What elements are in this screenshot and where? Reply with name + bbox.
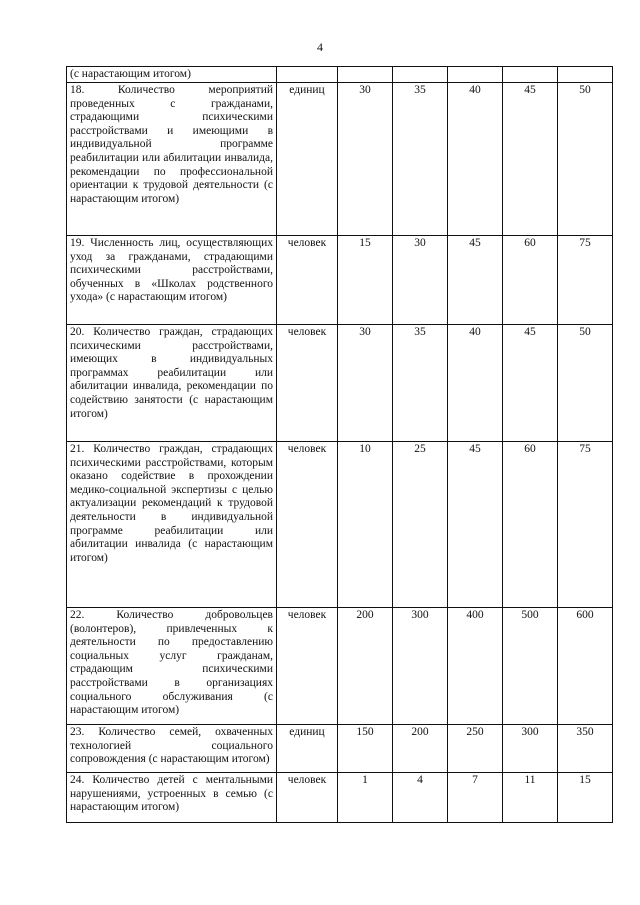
indicator-value: 45 <box>503 83 558 236</box>
table-row <box>67 608 613 725</box>
indicator-value: 45 <box>448 236 503 325</box>
indicator-value: 30 <box>393 236 448 325</box>
table-row <box>67 442 613 608</box>
indicator-unit: человек <box>277 236 338 325</box>
indicator-name: 21. Количество граждан, страдающих психическими расстройствами, которым оказано содействие в прохождении медико-социальной экспертизы с целью актуализации рекомендаций к трудовой деятельности в индивидуальной программе реабилитации или абилитации инвалида (с нарастающим итогом) <box>67 442 277 608</box>
indicator-value <box>338 67 393 83</box>
indicator-value: 350 <box>558 725 613 773</box>
indicator-name: 22. Количество добровольцев (волонтеров), привлеченных к деятельности по предоставлению социальных услуг гражданам, страдающим психическими расстройствами в организациях социального обслуживания (с нарастающим итогом) <box>67 608 277 725</box>
indicator-value: 200 <box>338 608 393 725</box>
indicator-value: 75 <box>558 442 613 608</box>
indicator-unit: человек <box>277 773 338 823</box>
indicator-value <box>503 67 558 83</box>
indicator-value: 50 <box>558 325 613 442</box>
indicator-value: 50 <box>558 83 613 236</box>
indicator-value: 400 <box>448 608 503 725</box>
indicator-value: 600 <box>558 608 613 725</box>
indicator-unit: единиц <box>277 83 338 236</box>
indicator-value: 25 <box>393 442 448 608</box>
indicator-value: 15 <box>558 773 613 823</box>
indicator-value <box>558 67 613 83</box>
indicator-value: 11 <box>503 773 558 823</box>
indicator-name: 18. Количество мероприятий проведенных с гражданами, страдающими психическими расстройствами и имеющими в индивидуальной программе реабилитации или абилитации инвалида, рекомендации по профессиональной ориентации к трудовой деятельности (с нарастающим итогом) <box>67 83 277 236</box>
indicator-unit <box>277 67 338 83</box>
indicator-value: 60 <box>503 442 558 608</box>
indicator-value: 200 <box>393 725 448 773</box>
indicator-name: (с нарастающим итогом) <box>67 67 277 83</box>
indicator-name: 24. Количество детей с ментальными нарушениями, устроенных в семью (с нарастающим итогом) <box>67 773 277 823</box>
indicator-value: 10 <box>338 442 393 608</box>
indicator-value: 500 <box>503 608 558 725</box>
indicator-unit: единиц <box>277 725 338 773</box>
indicator-name: 20. Количество граждан, страдающих психическими расстройствами, имеющих в индивидуальных программах реабилитации или абилитации инвалида, рекомендации по содействию занятости (с нарастающим итогом) <box>67 325 277 442</box>
table-row <box>67 67 613 83</box>
indicator-value: 300 <box>503 725 558 773</box>
indicator-value: 45 <box>448 442 503 608</box>
indicator-value: 40 <box>448 83 503 236</box>
indicator-value: 300 <box>393 608 448 725</box>
table-row <box>67 725 613 773</box>
indicator-value: 150 <box>338 725 393 773</box>
indicator-name: 23. Количество семей, охваченных технологией социального сопровождения (с нарастающим итогом) <box>67 725 277 773</box>
indicator-value: 60 <box>503 236 558 325</box>
indicator-value: 250 <box>448 725 503 773</box>
indicator-value: 7 <box>448 773 503 823</box>
indicator-value <box>393 67 448 83</box>
indicator-value: 1 <box>338 773 393 823</box>
indicator-value: 45 <box>503 325 558 442</box>
indicator-unit: человек <box>277 608 338 725</box>
indicator-value: 40 <box>448 325 503 442</box>
indicators-table <box>66 66 613 823</box>
indicator-value: 30 <box>338 83 393 236</box>
table-row <box>67 325 613 442</box>
indicator-unit: человек <box>277 442 338 608</box>
page-number: 4 <box>317 40 323 54</box>
indicator-unit: человек <box>277 325 338 442</box>
table-row <box>67 773 613 823</box>
indicator-value: 75 <box>558 236 613 325</box>
indicator-value <box>448 67 503 83</box>
table-row <box>67 83 613 236</box>
indicator-value: 35 <box>393 83 448 236</box>
indicator-value: 4 <box>393 773 448 823</box>
indicator-name: 19. Численность лиц, осуществляющих уход за гражданами, страдающими психическими расстройствами, обученных в «Школах родственного ухода» (с нарастающим итогом) <box>67 236 277 325</box>
indicator-value: 15 <box>338 236 393 325</box>
indicator-value: 30 <box>338 325 393 442</box>
table-row <box>67 236 613 325</box>
indicator-value: 35 <box>393 325 448 442</box>
